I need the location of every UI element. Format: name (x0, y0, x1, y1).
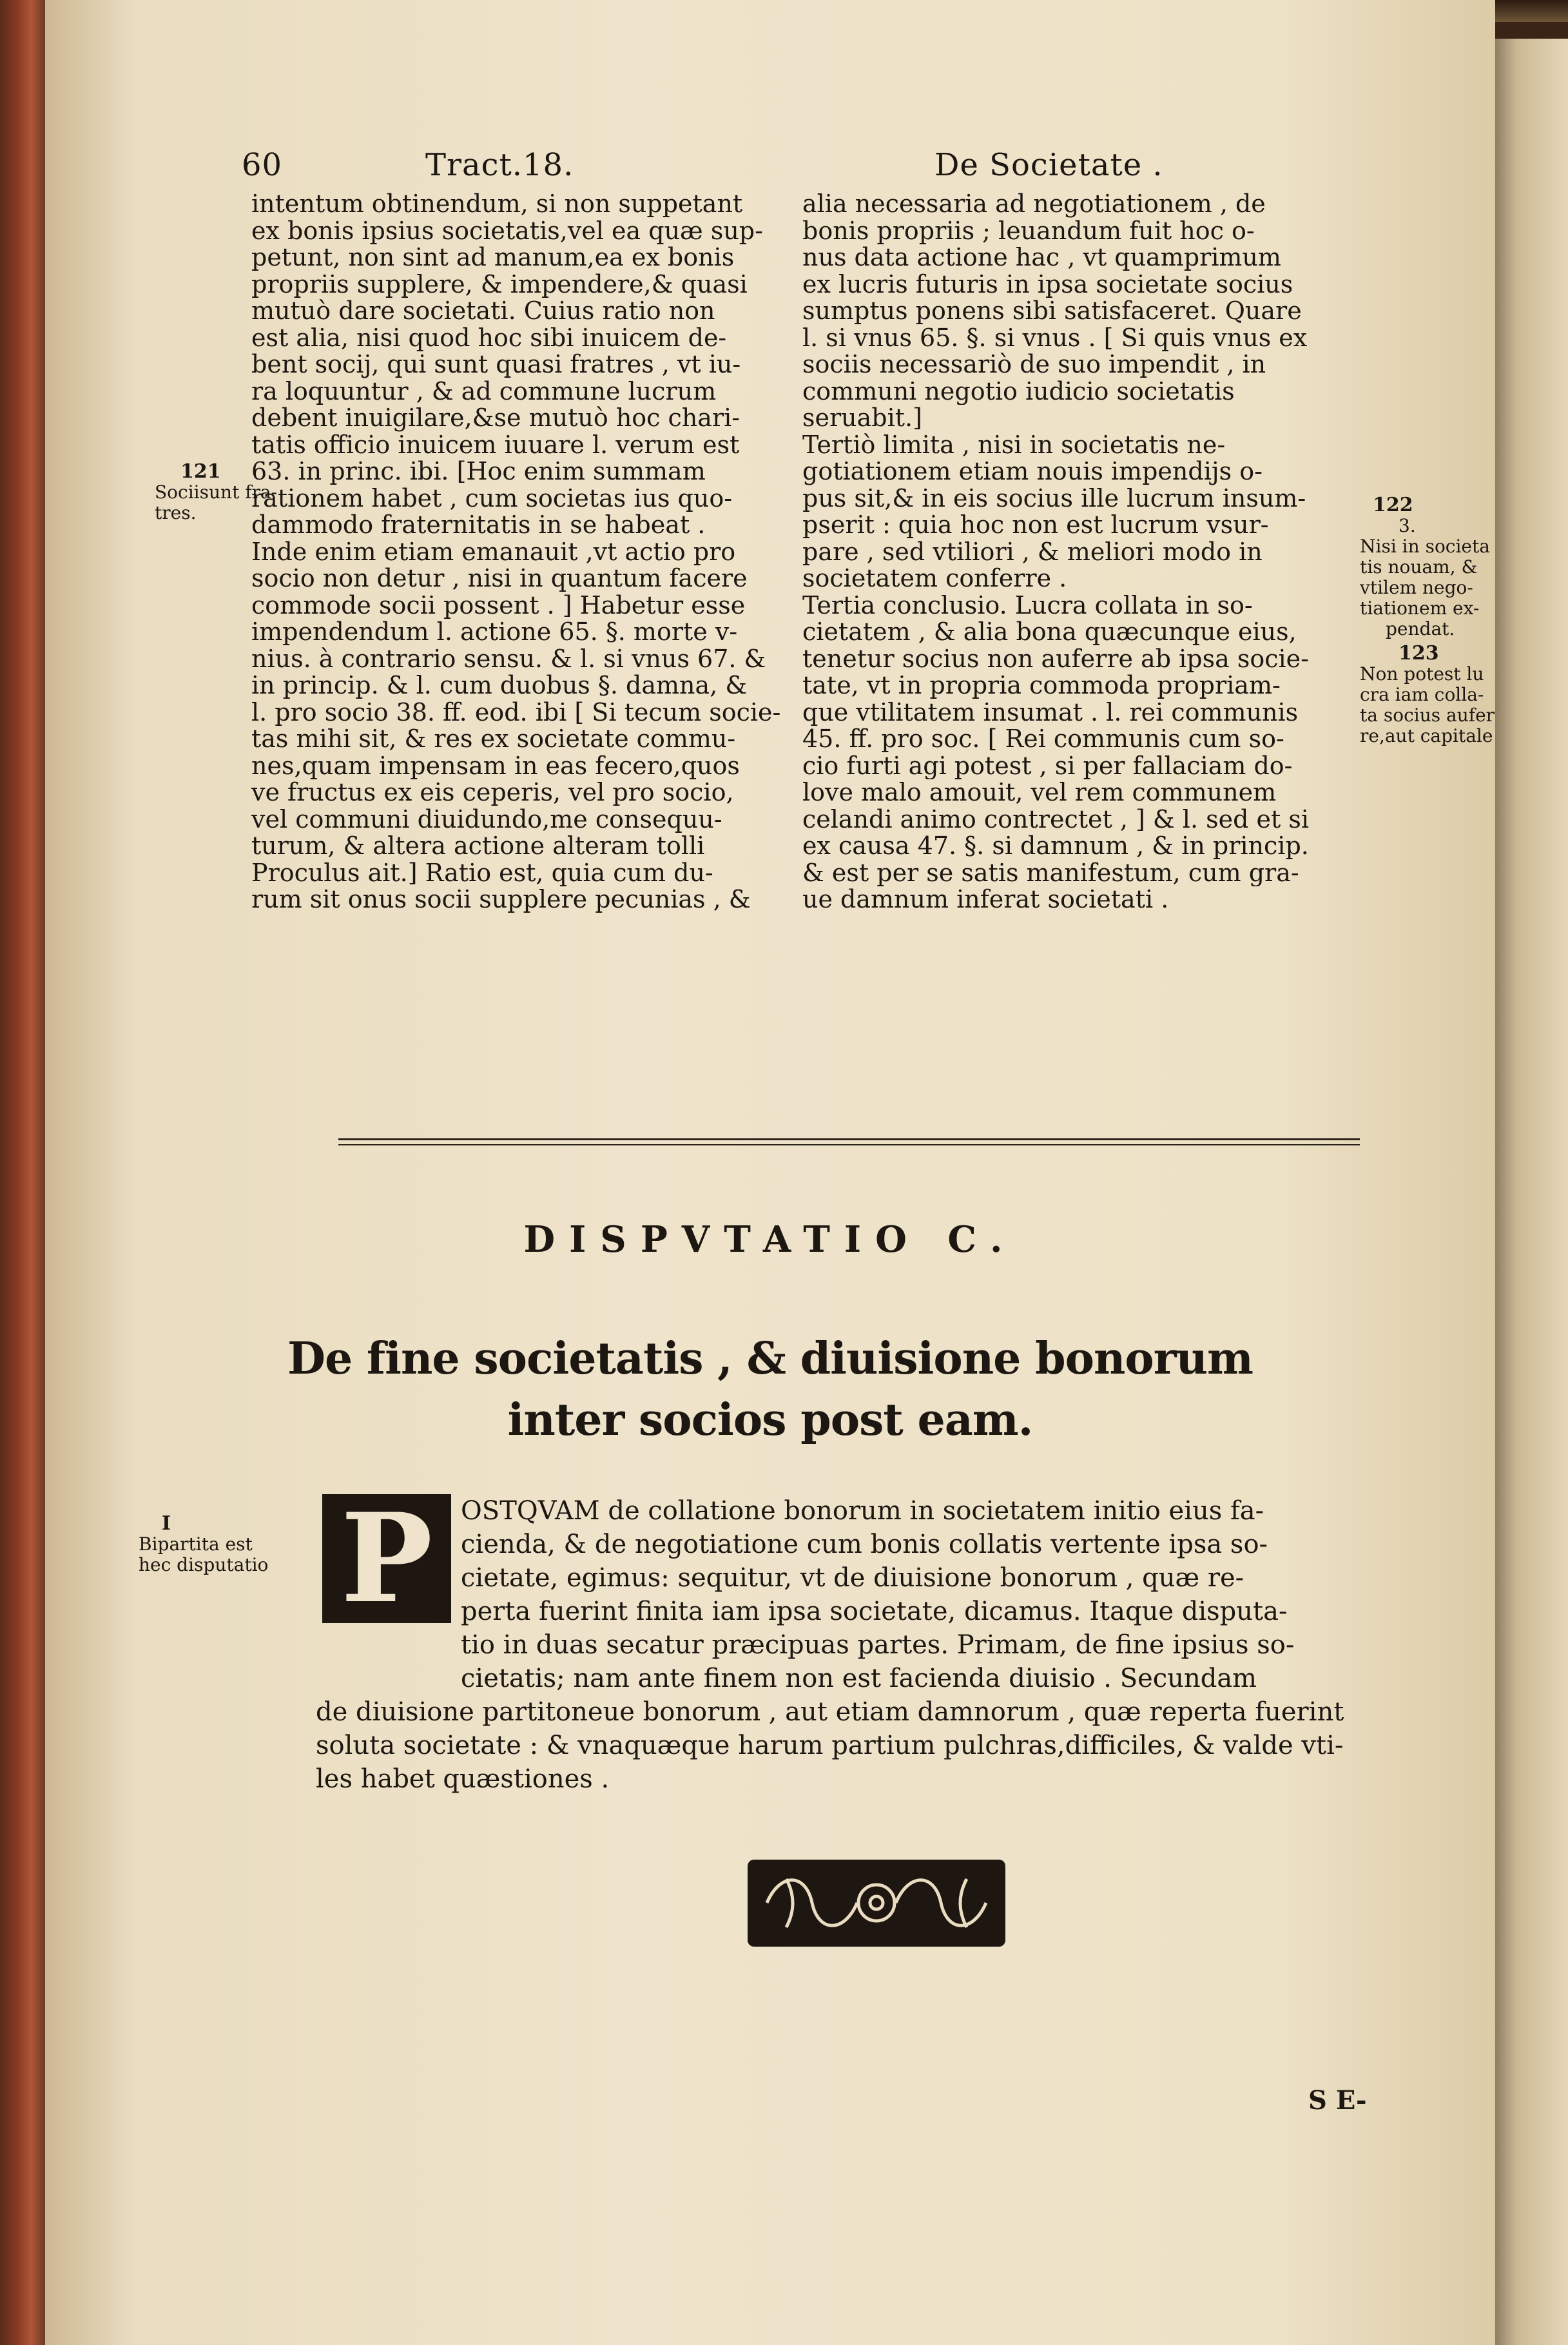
margin-note-123-line: Non potest lu (1360, 663, 1484, 685)
margin-note-122-line: vtilem nego- (1360, 577, 1473, 598)
paragraph-line: cietatis; nam ante finem non est facienda diuisio . Secundam (461, 1664, 1257, 1693)
margin-number-122: 122 (1373, 494, 1413, 516)
left-column-line: rum sit onus socii supplere pecunias , & (251, 886, 751, 913)
paragraph-line: tio in duas secatur præcipuas partes. Primam, de fine ipsius so- (461, 1630, 1295, 1660)
facing-page-edge (1495, 39, 1568, 2345)
margin-number-123: 123 (1399, 642, 1439, 665)
book-page (45, 0, 1495, 2345)
left-column-line: ve fructus ex eis ceperis, vel pro socio, (251, 779, 734, 806)
right-column-line: bonis propriis ; leuandum fuit hoc o- (802, 217, 1255, 244)
margin-note-122 (1360, 495, 1495, 746)
right-column-line: que vtilitatem insumat . l. rei communis (802, 699, 1299, 726)
right-column-line: love malo amouit, vel rem communem (802, 779, 1277, 806)
right-column-line: Tertiò limita , nisi in societatis ne- (802, 431, 1226, 458)
right-column-line: tenetur socius non auferre ab ipsa socie- (802, 645, 1309, 672)
left-column-line: vel communi diuidundo,me consequu- (251, 806, 722, 833)
left-column-line: intentum obtinendum, si non suppetant (251, 191, 743, 218)
left-column-line: impendendum l. actione 65. §. morte v- (251, 619, 738, 646)
right-column-line: seruabit.] (802, 405, 922, 432)
left-column-line: petunt, non sint ad manum,ea ex bonis (251, 244, 735, 271)
right-column-line: ex lucris futuris in ipsa societate socius (802, 271, 1293, 298)
left-column-line: l. pro socio 38. ff. eod. ibi [ Si tecum socie- (251, 699, 781, 726)
left-column-line: mutuò dare societati. Cuius ratio non (251, 298, 715, 325)
margin-note-121-line: Sociisunt fra- (155, 482, 278, 503)
margin-note-122-line: tiationem ex- (1360, 598, 1480, 619)
margin-note-123-line: ta socius aufer (1360, 705, 1495, 726)
right-column-line: sumptus ponens sibi satisfaceret. Quare (802, 298, 1302, 325)
opening-paragraph (316, 1494, 1373, 1796)
paragraph-line: OSTQVAM de collatione bonorum in societatem initio eius fa- (461, 1496, 1264, 1526)
left-column-line: nius. à contrario sensu. & l. si vnus 67. & (251, 645, 766, 672)
margin-sub-number: 3. (1399, 515, 1416, 536)
left-column-line: socio non detur , nisi in quantum facere (251, 565, 748, 592)
right-column-line: alia necessaria ad negotiationem , de (802, 191, 1266, 218)
paragraph-line: de diuisione partitoneue bonorum , aut etiam damnorum , quæ reperta fuerint (316, 1697, 1344, 1727)
margin-note-1 (139, 1513, 268, 1575)
right-text-column (802, 191, 1357, 913)
paragraph-line: perta fuerint finita iam ipsa societate, dicamus. Itaque disputa- (461, 1597, 1288, 1626)
left-column-line: in princip. & l. cum duobus §. damna, & (251, 672, 748, 699)
left-column-line: 63. in princ. ibi. [Hoc enim summam (251, 458, 706, 485)
right-column-line: l. si vnus 65. §. si vnus . [ Si quis vnus ex (802, 324, 1308, 351)
left-column-line: nes,quam impensam in eas fecero,quos (251, 752, 740, 779)
margin-note-122-line: Nisi in societa (1360, 536, 1490, 557)
decorative-ornament-icon (748, 1860, 1005, 1947)
right-column-line: pus sit,& in eis socius ille lucrum insum- (802, 485, 1306, 512)
left-column-line: ra loquuntur , & ad commune lucrum (251, 378, 717, 405)
left-column-line: tatis officio inuicem iuuare l. verum est (251, 431, 740, 458)
margin-note-122-line: tis nouam, & (1360, 556, 1478, 578)
left-column-line: Inde enim etiam emanauit ,vt actio pro (251, 538, 736, 565)
paragraph-line: soluta societate : & vnaquæque harum partium pulchras,difficiles, & valde vti- (316, 1731, 1344, 1760)
tract-header: Tract.18. (425, 147, 574, 183)
right-column-line: sociis necessariò de suo impendit , in (802, 351, 1266, 378)
left-column-line: turum, & altera actione alteram tolli (251, 833, 705, 860)
left-column-line: ex bonis ipsius societatis,vel ea quæ sup- (251, 217, 763, 244)
disputatio-title-line-2: inter socios post eam. (507, 1394, 1033, 1446)
right-column-line: ue damnum inferat societati . (802, 886, 1169, 913)
right-column-line: nus data actione hac , vt quamprimum (802, 244, 1281, 271)
margin-note-122-line: pendat. (1386, 618, 1455, 639)
margin-note-1-line: Bipartita est (139, 1533, 253, 1555)
left-column-line: tas mihi sit, & res ex societate commu- (251, 726, 736, 753)
margin-note-123-line: re,aut capitale (1360, 725, 1493, 746)
right-column-line: ex causa 47. §. si damnum , & in princip. (802, 833, 1309, 860)
right-column-line: tate, vt in propria commoda propriam- (802, 672, 1281, 699)
paragraph-line: les habet quæstiones . (316, 1764, 610, 1794)
right-column-line: societatem conferre . (802, 565, 1067, 592)
catchword: S E- (1308, 2085, 1367, 2116)
page-number: 60 (242, 147, 283, 183)
margin-note-121-line: tres. (155, 502, 197, 523)
right-column-line: celandi animo contrectet , ] & l. sed et si (802, 806, 1309, 833)
margin-note-123-line: cra iam colla- (1360, 684, 1484, 705)
margin-note-1-line: hec disputatio (139, 1554, 269, 1575)
margin-note-121 (155, 462, 277, 523)
left-column-line: debent inuigilare,&se mutuò hoc chari- (251, 405, 740, 432)
left-column-line: dammodo fraternitatis in se habeat . (251, 512, 706, 539)
left-column-line: rationem habet , cum societas ius quo- (251, 485, 733, 512)
disputatio-title-line-1: De fine societatis , & diuisione bonorum (287, 1333, 1253, 1385)
left-column-line: commode socii possent . ] Habetur esse (251, 592, 746, 619)
right-column-line: Tertia conclusio. Lucra collata in so- (802, 592, 1253, 619)
left-column-line: bent socij, qui sunt quasi fratres , vt iu- (251, 351, 741, 378)
right-column-line: 45. ff. pro soc. [ Rei communis cum so- (802, 726, 1284, 753)
right-column-line: pserit : quia hoc non est lucrum vsur- (802, 512, 1269, 539)
section-divider-rule (338, 1138, 1360, 1145)
left-text-column (251, 191, 818, 913)
right-column-line: cietatem , & alia bona quæcunque eius, (802, 619, 1297, 646)
paragraph-line: cienda, & de negotiatione cum bonis collatis vertente ipsa so- (461, 1530, 1268, 1559)
left-column-line: Proculus ait.] Ratio est, quia cum du- (251, 859, 713, 886)
running-title: De Societate . (934, 147, 1163, 183)
margin-number-121: 121 (180, 460, 221, 483)
book-spine (0, 0, 45, 2345)
left-column-line: propriis supplere, & impendere,& quasi (251, 271, 748, 298)
right-column-line: & est per se satis manifestum, cum gra- (802, 859, 1299, 886)
disputatio-heading: DISPVTATIO C. (523, 1218, 1017, 1261)
right-column-line: gotiationem etiam nouis impendijs o- (802, 458, 1263, 485)
right-column-line: pare , sed vtiliori , & meliori modo in (802, 538, 1263, 565)
left-column-line: est alia, nisi quod hoc sibi inuicem de- (251, 324, 727, 351)
right-column-line: communi negotio iudicio societatis (802, 378, 1235, 405)
decorated-initial-letter: P (322, 1494, 451, 1623)
right-column-line: cio furti agi potest , si per fallaciam do- (802, 752, 1293, 779)
paragraph-line: cietate, egimus: sequitur, vt de diuisione bonorum , quæ re- (461, 1563, 1244, 1593)
margin-number-1: I (162, 1512, 171, 1535)
